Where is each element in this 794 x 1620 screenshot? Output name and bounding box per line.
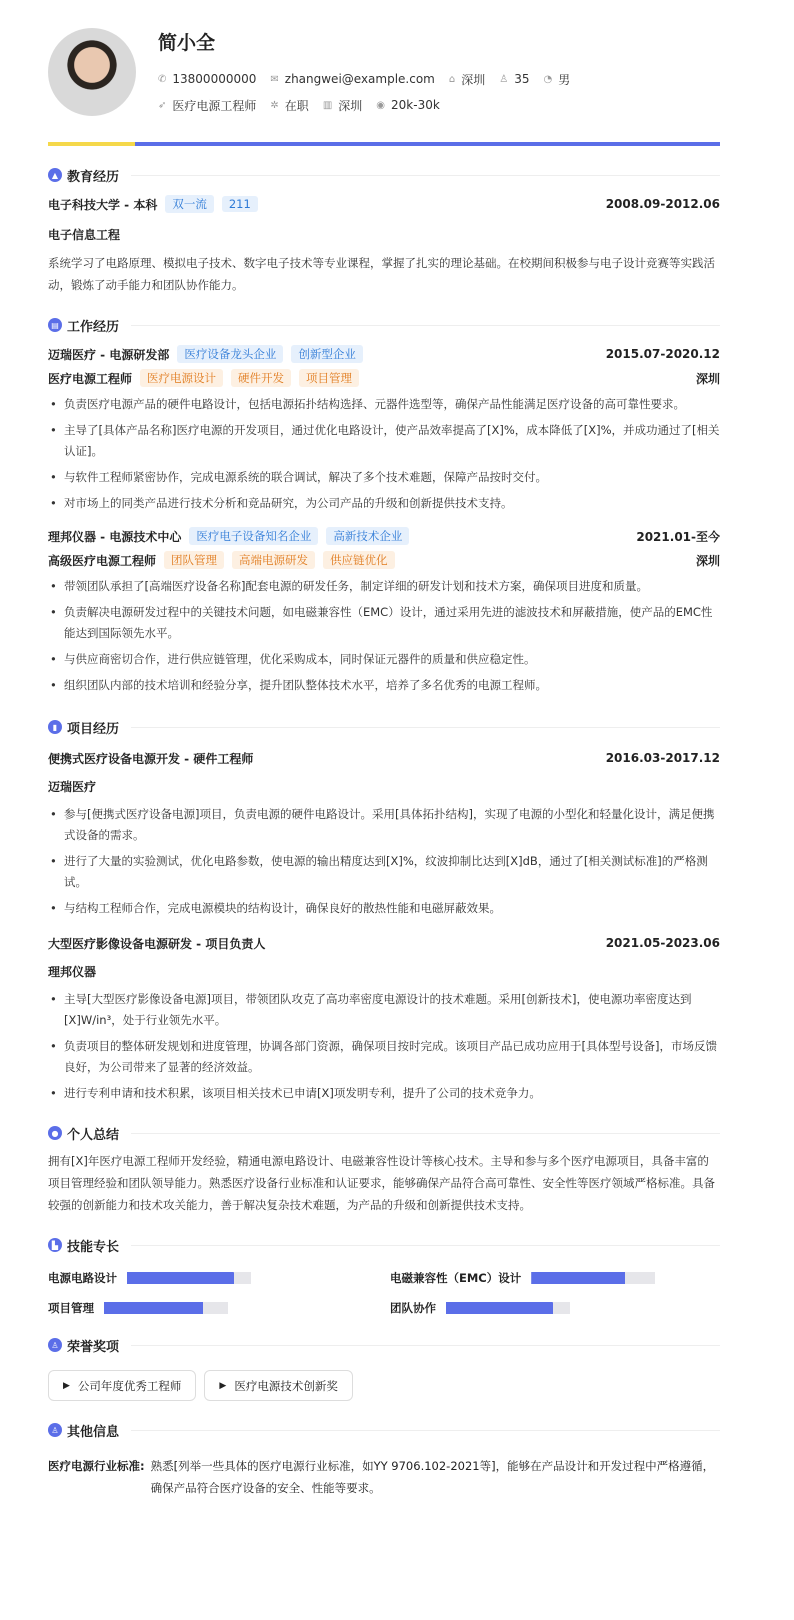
home-icon: ⌂ — [448, 73, 456, 85]
section-title: 技能专长 — [67, 1239, 120, 1255]
period: 2015.07-2020.12 — [605, 347, 720, 361]
name: 简小全 — [158, 32, 216, 54]
project-company: 迈瑞医疗 — [48, 779, 97, 794]
period: 2008.09-2012.06 — [605, 197, 720, 211]
skill-tag: 项目管理 — [299, 369, 359, 387]
period: 2021.01-至今 — [636, 529, 720, 544]
avatar — [48, 28, 136, 116]
job-city: 深圳 — [695, 371, 720, 386]
section-education — [48, 164, 720, 186]
skill-name: 项目管理 — [48, 1301, 94, 1315]
tag: 高新技术企业 — [326, 527, 409, 545]
skill-item — [390, 1300, 720, 1316]
list-item: • 与结构工程师合作，完成电源模块的结构设计，确保良好的散热性能和电磁屏蔽效果。 — [48, 898, 720, 919]
skill-fill — [127, 1272, 234, 1284]
project-icon: ▮ — [48, 720, 62, 734]
list-item: • 主导了[具体产品名称]医疗电源的开发项目，通过优化电路设计，使产品效率提高了[X]%，成本降低了[X]%，并成功通过了[相关认证]。 — [48, 420, 720, 462]
tag: 双一流 — [165, 195, 214, 213]
skill-tag: 高端电源研发 — [232, 551, 315, 569]
skill-fill — [446, 1302, 553, 1314]
building-icon: ▥ — [322, 99, 333, 111]
skill-tag: 供应链优化 — [323, 551, 395, 569]
section-summary — [48, 1122, 720, 1144]
period: 2016.03-2017.12 — [605, 751, 720, 765]
list-item: • 与软件工程师紧密协作，完成电源系统的联合调试，解决了多个技术难题，保障产品按时交付。 — [48, 467, 720, 488]
age: 35 — [514, 72, 530, 86]
phone-icon: ✆ — [158, 73, 167, 85]
summary-text: 拥有[X]年医疗电源工程师开发经验，精通电源电路设计、电磁兼容性设计等核心技术。主导和参与多个医疗电源项目，具备丰富的项目管理经验和团队领导能力。熟悉医疗设备行业标准和认证要求，能够确保产品符合高可靠性、安全性等医疗领域严格标准。具备较强的创新能力和技术攻关能力，善于解决复杂技术难题，为产品的升级和创新提供技术支持。 — [48, 1154, 715, 1212]
list-item: • 带领团队承担了[高端医疗设备名称]配套电源的研发任务，制定详细的研发计划和技术方案，确保项目进度和质量。 — [48, 576, 720, 597]
triangle-icon: ▶ — [63, 1380, 70, 1391]
salary: 20k-30k — [391, 98, 440, 112]
section-awards — [48, 1334, 720, 1356]
company: 理邦仪器 - 电源技术中心 — [48, 529, 182, 544]
job-title: 医疗电源工程师 — [48, 371, 133, 386]
skill-tag: 团队管理 — [164, 551, 224, 569]
section-projects — [48, 716, 720, 738]
skill-bar — [531, 1272, 655, 1284]
section-title: 工作经历 — [67, 319, 120, 335]
tag: 医疗电子设备知名企业 — [189, 527, 318, 545]
tag: 医疗设备龙头企业 — [177, 345, 283, 363]
section-title: 其他信息 — [67, 1424, 120, 1440]
skill-fill — [531, 1272, 625, 1284]
status-icon: ✲ — [270, 99, 279, 111]
header — [48, 28, 720, 142]
project-name: 大型医疗影像设备电源研发 - 项目负责人 — [48, 936, 266, 951]
section-work — [48, 314, 720, 336]
section-skills — [48, 1234, 720, 1256]
list-item: • 负责医疗电源产品的硬件电路设计，包括电源拓扑结构选择、元器件选型等，确保产品性能满足医疗设备的高可靠性要求。 — [48, 394, 720, 415]
project-name: 便携式医疗设备电源开发 - 硬件工程师 — [48, 751, 254, 766]
other-label: 医疗电源行业标准: — [48, 1459, 145, 1473]
skill-item — [48, 1300, 390, 1316]
skill-bar — [104, 1302, 228, 1314]
skill-name: 团队协作 — [390, 1301, 436, 1315]
skill-bar — [127, 1272, 251, 1284]
education-desc: 系统学习了电路原理、模拟电子技术、数字电子技术等专业课程，掌握了扎实的理论基础。在校期间积极参与电子设计竞赛等实践活动，锻炼了动手能力和团队协作能力。 — [48, 256, 715, 292]
send-icon: ➶ — [158, 99, 167, 111]
phone: 13800000000 — [172, 72, 257, 86]
list-item: • 负责项目的整体研发规划和进度管理，协调各部门资源，确保项目按时完成。该项目产品已成功应用于[具体型号设备]，市场反馈良好，为公司带来了显著的经济效益。 — [48, 1036, 720, 1078]
position: 医疗电源工程师 — [172, 98, 257, 113]
age-icon: ♙ — [499, 73, 509, 85]
school: 电子科技大学 - 本科 — [48, 197, 158, 212]
other-value: 熟悉[列举一些具体的医疗电源行业标准，如YY 9706.102-2021等]，能够在产品设计和开发过程中严格遵循，确保产品符合医疗设备的安全、性能等要求。 — [150, 1459, 715, 1495]
skill-bar — [446, 1302, 570, 1314]
education-icon: ▲ — [48, 168, 62, 182]
award-item — [48, 1370, 196, 1401]
chart-icon: ▙ — [48, 1238, 62, 1252]
period: 2021.05-2023.06 — [605, 936, 720, 950]
divider-bar — [48, 142, 720, 146]
skill-name: 电源电路设计 — [48, 1271, 117, 1285]
gender: 男 — [558, 72, 571, 87]
user-icon: ● — [48, 1126, 62, 1140]
list-item: • 主导[大型医疗影像设备电源]项目，带领团队攻克了高功率密度电源设计的技术难题。采用[创新技术]，使电源功率密度达到[X]W/in³，处于行业领先水平。 — [48, 989, 720, 1031]
skill-item — [48, 1270, 390, 1286]
status: 在职 — [284, 98, 309, 113]
list-item: • 参与[便携式医疗设备电源]项目，负责电源的硬件电路设计。采用[具体拓扑结构]，实现了电源的小型化和轻量化设计，满足便携式设备的需求。 — [48, 804, 720, 846]
list-item: • 负责解决电源研发过程中的关键技术问题，如电磁兼容性（EMC）设计，通过采用先进的滤波技术和屏蔽措施，使产品的EMC性能达到国际领先水平。 — [48, 602, 720, 644]
salary-icon: ◉ — [376, 99, 386, 111]
triangle-icon: ▶ — [219, 1380, 227, 1391]
skill-fill — [104, 1302, 203, 1314]
tag: 创新型企业 — [291, 345, 363, 363]
company: 迈瑞医疗 - 电源研发部 — [48, 347, 170, 362]
section-title: 个人总结 — [67, 1127, 120, 1143]
email: zhangwei@example.com — [284, 72, 435, 86]
job-title: 高级医疗电源工程师 — [48, 553, 157, 568]
info-icon: ♙ — [48, 1423, 62, 1437]
list-item: • 对市场上的同类产品进行技术分析和竞品研究，为公司产品的升级和创新提供技术支持。 — [48, 493, 720, 514]
award-label: 公司年度优秀工程师 — [77, 1378, 182, 1393]
list-item: • 进行了大量的实验测试，优化电路参数，使电源的输出精度达到[X]%，纹波抑制比达到[X]dB，通过了[相关测试标准]的严格测试。 — [48, 851, 720, 893]
skill-tag: 硬件开发 — [231, 369, 291, 387]
project-company: 理邦仪器 — [48, 964, 97, 979]
target-city: 深圳 — [338, 98, 363, 113]
award-label: 医疗电源技术创新奖 — [234, 1378, 338, 1393]
section-title: 荣誉奖项 — [67, 1339, 120, 1355]
list-item: • 与供应商密切合作，进行供应链管理，优化采购成本，同时保证元器件的质量和供应稳定性。 — [48, 649, 720, 670]
mail-icon: ✉ — [270, 73, 279, 85]
city: 深圳 — [461, 72, 486, 87]
skill-item — [390, 1270, 720, 1286]
job-city: 深圳 — [695, 553, 720, 568]
tag: 211 — [222, 196, 258, 212]
skill-tag: 医疗电源设计 — [140, 369, 223, 387]
gender-icon: ◔ — [543, 73, 553, 85]
major: 电子信息工程 — [48, 227, 121, 242]
briefcase-icon: ▤ — [48, 318, 62, 332]
list-item: • 进行专利申请和技术积累，该项目相关技术已申请[X]项发明专利，提升了公司的技术竞争力。 — [48, 1083, 720, 1104]
section-title: 教育经历 — [67, 169, 120, 185]
skill-name: 电磁兼容性（EMC）设计 — [390, 1271, 522, 1285]
list-item: • 组织团队内部的技术培训和经验分享，提升团队整体技术水平，培养了多名优秀的电源工程师。 — [48, 675, 720, 696]
award-icon: ♙ — [48, 1338, 62, 1352]
section-other — [48, 1419, 720, 1441]
award-item — [204, 1370, 352, 1401]
section-title: 项目经历 — [67, 721, 120, 737]
